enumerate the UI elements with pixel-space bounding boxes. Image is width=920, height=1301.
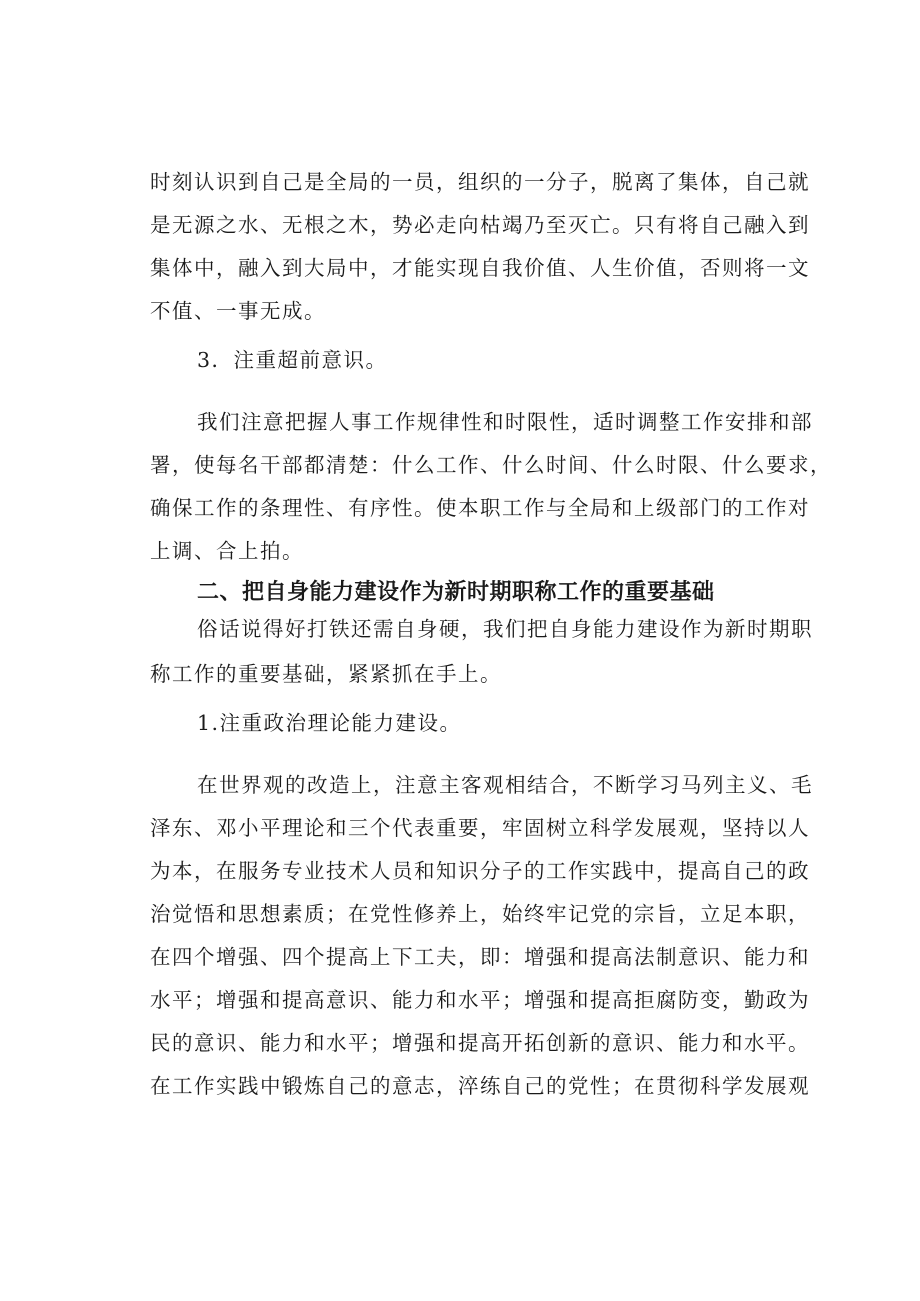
para1-line-4: 不值、一事无成。 (150, 299, 326, 323)
section2-heading: 二、把自身能力建设作为新时期职称工作的重要基础 (197, 580, 715, 605)
para4-line-7: 民的意识、能力和水平；增强和提高开拓创新的意识、能力和水平。 (150, 1031, 810, 1055)
para1-line-1: 时刻认识到自己是全局的一员，组织的一分子，脱离了集体，自己就 (150, 170, 810, 194)
para3-line-1: 俗话说得好打铁还需自身硬，我们把自身能力建设作为新时期职 (197, 617, 813, 641)
para4-line-2: 泽东、邓小平理论和三个代表重要，牢固树立科学发展观，坚持以人 (150, 816, 810, 840)
item1-title: 1.注重政治理论能力建设。 (197, 711, 462, 735)
para4-line-5: 在四个增强、四个提高上下工夫，即：增强和提高法制意识、能力和 (150, 945, 810, 969)
para4-line-8: 在工作实践中锻炼自己的意志，淬练自己的党性；在贯彻科学发展观 (150, 1074, 810, 1098)
para2-line-3: 确保工作的条理性、有序性。使本职工作与全局和上级部门的工作对 (150, 496, 810, 520)
para3-line-2: 称工作的重要基础，紧紧抓在手上。 (150, 662, 502, 686)
item3-title: 3．注重超前意识。 (197, 348, 388, 372)
para1-line-3: 集体中，融入到大局中，才能实现自我价值、人生价值，否则将一文 (150, 256, 810, 280)
para2-line-1: 我们注意把握人事工作规律性和时限性，适时调整工作安排和部 (197, 410, 813, 434)
para2-line-4: 上调、合上拍。 (150, 539, 304, 563)
para4-line-4: 治觉悟和思想素质；在党性修养上，始终牢记党的宗旨，立足本职， (150, 902, 810, 926)
para4-line-1: 在世界观的改造上，注意主客观相结合，不断学习马列主义、毛 (197, 773, 813, 797)
para4-line-3: 为本，在服务专业技术人员和知识分子的工作实践中，提高自己的政 (150, 859, 810, 883)
para4-line-6: 水平；增强和提高意识、能力和水平；增强和提高拒腐防变，勤政为 (150, 988, 810, 1012)
para1-line-2: 是无源之水、无根之木，势必走向枯竭乃至灭亡。只有将自己融入到 (150, 213, 810, 237)
para2-line-2: 署，使每名干部都清楚：什么工作、什么时间、什么时限、什么要求， (150, 453, 832, 477)
